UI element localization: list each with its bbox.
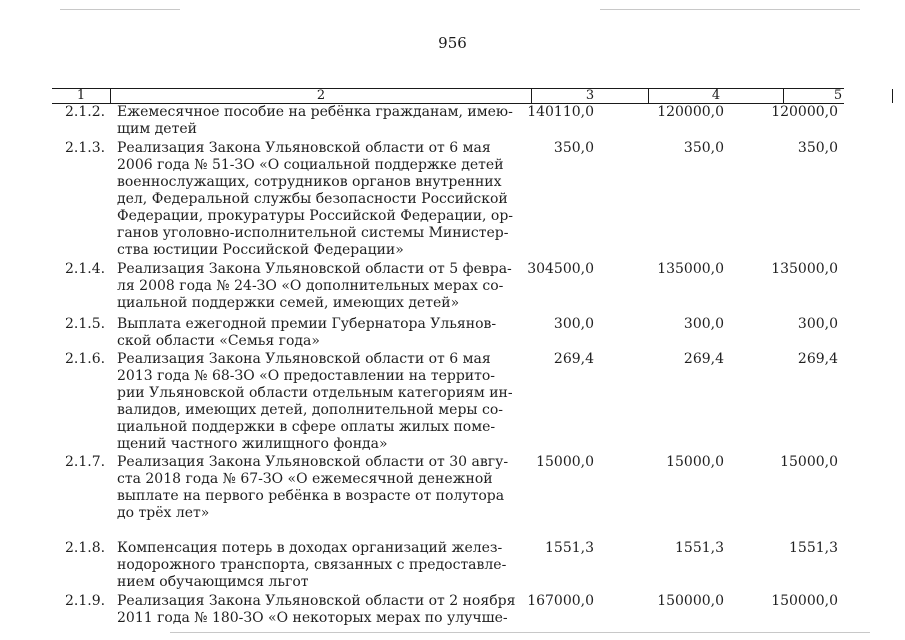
value-column-3: 304500,0 (527, 261, 594, 277)
value-column-5: 150000,0 (771, 593, 838, 609)
row-description (117, 454, 532, 522)
row-description (117, 140, 532, 259)
value-column-4: 150000,0 (657, 593, 724, 609)
value-column-3: 350,0 (553, 140, 594, 156)
scan-artifact (170, 632, 870, 633)
value-column-4: 350,0 (683, 140, 724, 156)
value-column-5: 269,4 (797, 351, 838, 367)
description-line: ганов уголовно-исполнительной системы Министер- (117, 225, 509, 241)
row-description (117, 351, 532, 453)
description-line: до трёх лет» (117, 505, 210, 521)
description-line: рии Ульяновской области отдельным категориям ин- (117, 385, 513, 401)
description-line: 2006 года № 51-ЗО «О социальной поддержке детей (117, 157, 504, 173)
value-column-5: 1551,3 (789, 540, 838, 556)
row-number: 2.1.9. (65, 593, 106, 609)
description-line: ства юстиции Российской Федерации» (117, 242, 404, 258)
description-line: Реализация Закона Ульяновской области от 6 мая (117, 140, 491, 156)
description-line: Реализация Закона Ульяновской области от 2 ноября (117, 593, 516, 609)
description-line: Федерации, прокуратуры Российской Федерации, ор- (117, 208, 514, 224)
description-line: валидов, имеющих детей, дополнительной меры со- (117, 402, 504, 418)
column-header-2: 2 (110, 89, 531, 103)
value-column-3: 167000,0 (527, 593, 594, 609)
value-column-4: 1551,3 (675, 540, 724, 556)
value-column-3: 140110,0 (527, 104, 594, 120)
row-number: 2.1.8. (65, 540, 106, 556)
row-number: 2.1.3. (65, 140, 106, 156)
value-column-5: 300,0 (797, 316, 838, 332)
description-line: щений частного жилищного фонда» (117, 436, 388, 452)
value-column-4: 300,0 (683, 316, 724, 332)
description-line: Ежемесячное пособие на ребёнка гражданам, имею- (117, 104, 513, 120)
description-line: военнослужащих, сотрудников органов внутренних (117, 174, 502, 190)
scan-artifact (600, 9, 860, 10)
column-header-5: 5 (783, 89, 893, 103)
value-column-4: 135000,0 (657, 261, 724, 277)
description-line: щим детей (117, 121, 197, 137)
value-column-4: 120000,0 (657, 104, 724, 120)
description-line: Компенсация потерь в доходах организаций желез- (117, 540, 503, 556)
description-line: циальной поддержки семей, имеющих детей» (117, 295, 460, 311)
description-line: ля 2008 года № 24-ЗО «О дополнительных мерах со- (117, 278, 504, 294)
row-description (117, 316, 532, 350)
description-line: Реализация Закона Ульяновской области от 6 мая (117, 351, 491, 367)
row-description (117, 104, 532, 138)
column-header-1: 1 (76, 88, 86, 103)
value-column-3: 1551,3 (545, 540, 594, 556)
scan-artifact (60, 9, 180, 10)
row-description (117, 593, 532, 627)
description-line: нием обучающимся льгот (117, 574, 309, 590)
row-number: 2.1.5. (65, 316, 106, 332)
description-line: 2013 года № 68-ЗО «О предоставлении на террито- (117, 368, 496, 384)
value-column-3: 269,4 (553, 351, 594, 367)
description-line: циальной поддержки в сфере оплаты жилых поме- (117, 419, 496, 435)
row-number: 2.1.4. (65, 261, 106, 277)
value-column-3: 15000,0 (536, 454, 594, 470)
row-number: 2.1.7. (65, 454, 106, 470)
description-line: дел, Федеральной службы безопасности Российской (117, 191, 508, 207)
row-description (117, 261, 532, 312)
column-header-3: 3 (531, 89, 648, 103)
value-column-5: 120000,0 (771, 104, 838, 120)
description-line: 2011 года № 180-ЗО «О некоторых мерах по улучше- (117, 610, 508, 626)
description-line: выплате на первого ребёнка в возрасте от полутора (117, 488, 505, 504)
description-line: Реализация Закона Ульяновской области от 5 февра- (117, 261, 512, 277)
description-line: ской области «Семья года» (117, 333, 320, 349)
value-column-3: 300,0 (553, 316, 594, 332)
description-line: Выплата ежегодной премии Губернатора Ульянов- (117, 316, 497, 332)
description-line: ста 2018 года № 67-ЗО «О ежемесячной денежной (117, 471, 493, 487)
value-column-5: 15000,0 (780, 454, 838, 470)
value-column-5: 135000,0 (771, 261, 838, 277)
page-number: 956 (438, 34, 467, 52)
value-column-4: 269,4 (683, 351, 724, 367)
table-header-row (52, 88, 844, 104)
row-description (117, 540, 532, 591)
row-number: 2.1.6. (65, 351, 106, 367)
budget-table (52, 88, 844, 626)
description-line: Реализация Закона Ульяновской области от 30 авгу- (117, 454, 509, 470)
description-line: нодорожного транспорта, связанных с предоставле- (117, 557, 507, 573)
value-column-5: 350,0 (797, 140, 838, 156)
value-column-4: 15000,0 (666, 454, 724, 470)
column-header-4: 4 (648, 89, 783, 103)
row-number: 2.1.2. (65, 104, 106, 120)
